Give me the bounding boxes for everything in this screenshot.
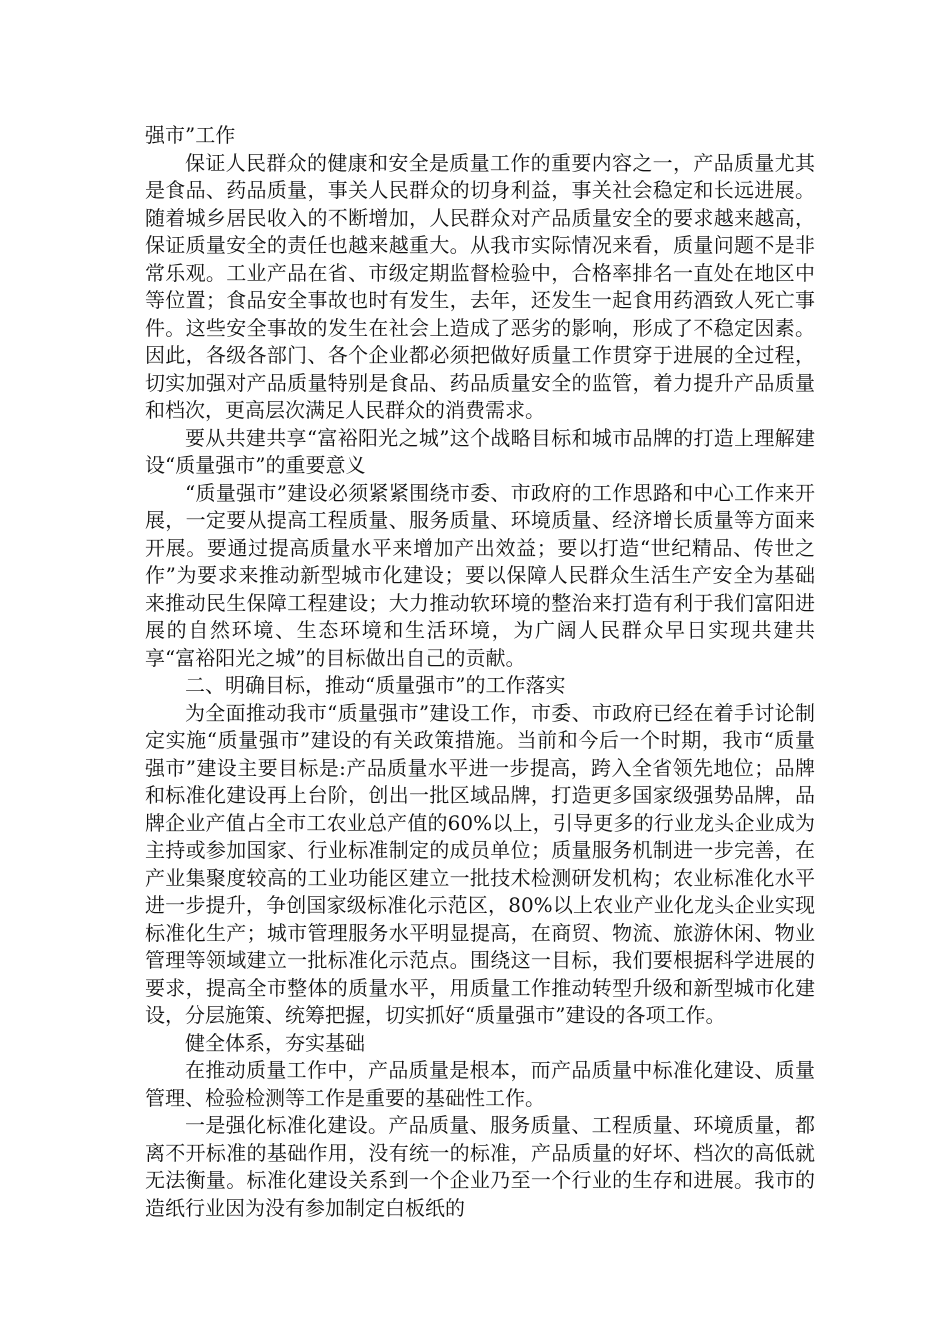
paragraph-standardization: 一是强化标准化建设。产品质量、服务质量、工程质量、环境质量，都离不开标准的基础作用，没有统一的标准，产品质量的好坏、档次的高低就无法衡量。标准化建设关系到一个企业乃至一个行业的生存和进展。我市的造纸行业因为没有参加制定白板纸的 xyxy=(145,1113,815,1220)
paragraph-heading-continuation: 强市”工作 xyxy=(145,123,236,147)
section-heading-clear-goals: 二、明确目标，推动“质量强市”的工作落实 xyxy=(185,673,566,697)
paragraph-basic-work: 在推动质量工作中，产品质量是根本，而产品质量中标准化建设、质量管理、检验检测等工作是重要的基础性工作。 xyxy=(145,1058,815,1110)
paragraph-quality-city-construction: “质量强市”建设必须紧紧围绕市委、市政府的工作思路和中心工作来开展，一定要从提高工程质量、服务质量、环境质量、经济增长质量等方面来开展。要通过提高质量水平来增加产出效益；要以打造“世纪精品、传世之作”为要求来推动新型城市化建设；要以保障人民群众生活生产安全为基础来推动民生保障工程建设；大力推动软环境的整治来打造有利于我们富阳进展的自然环境、生态环境和生活环境，为广阔人民群众早日实现共建共享“富裕阳光之城”的目标做出自己的贡献。 xyxy=(145,480,815,670)
paragraph-strategic-goal-heading: 要从共建共享“富裕阳光之城”这个战略目标和城市品牌的打造上理解建设“质量强市”的重要意义 xyxy=(145,425,815,477)
paragraph-health-safety: 保证人民群众的健康和安全是质量工作的重要内容之一，产品质量尤其是食品、药品质量，事关人民群众的切身利益，事关社会稳定和长远进展。随着城乡居民收入的不断增加，人民群众对产品质量安全的要求越来越高，保证质量安全的责任也越来越重大。从我市实际情况来看，质量问题不是非常乐观。工业产品在省、市级定期监督检验中，合格率排名一直处在地区中等位置；食品安全事故也时有发生，去年，还发生一起食用药酒致人死亡事件。这些安全事故的发生在社会上造成了恶劣的影响，形成了不稳定因素。因此，各级各部门、各个企业都必须把做好质量工作贯穿于进展的全过程，切实加强对产品质量特别是食品、药品质量安全的监管，着力提升产品质量和档次，更高层次满足人民群众的消费需求。 xyxy=(145,150,815,422)
document-body xyxy=(145,122,815,1222)
subheading-improve-system: 健全体系，夯实基础 xyxy=(185,1030,365,1055)
paragraph-main-objectives: 为全面推动我市“质量强市”建设工作，市委、市政府已经在着手讨论制定实施“质量强市”建设的有关政策措施。当前和今后一个时期，我市“质量强市”建设主要目标是:产品质量水平进一步提高，跨入全省领先地位；品牌和标准化建设再上台阶，创出一批区域品牌，打造更多国家级强势品牌，品牌企业产值占全市工农业总产值的60%以上，引导更多的行业龙头企业成为主持或参加国家、行业标准制定的成员单位；质量服务机制进一步完善，在产业集聚度较高的工业功能区建立一批技术检测研发机构；农业标准化水平进一步提升，争创国家级标准化示范区，80%以上农业产业化龙头企业实现标准化生产；城市管理服务水平明显提高，在商贸、物流、旅游休闲、物业管理等领域建立一批标准化示范点。围绕这一目标，我们要根据科学进展的要求，提高全市整体的质量水平，用质量工作推动转型升级和新型城市化建设，分层施策、统筹把握，切实抓好“质量强市”建设的各项工作。 xyxy=(145,700,815,1027)
